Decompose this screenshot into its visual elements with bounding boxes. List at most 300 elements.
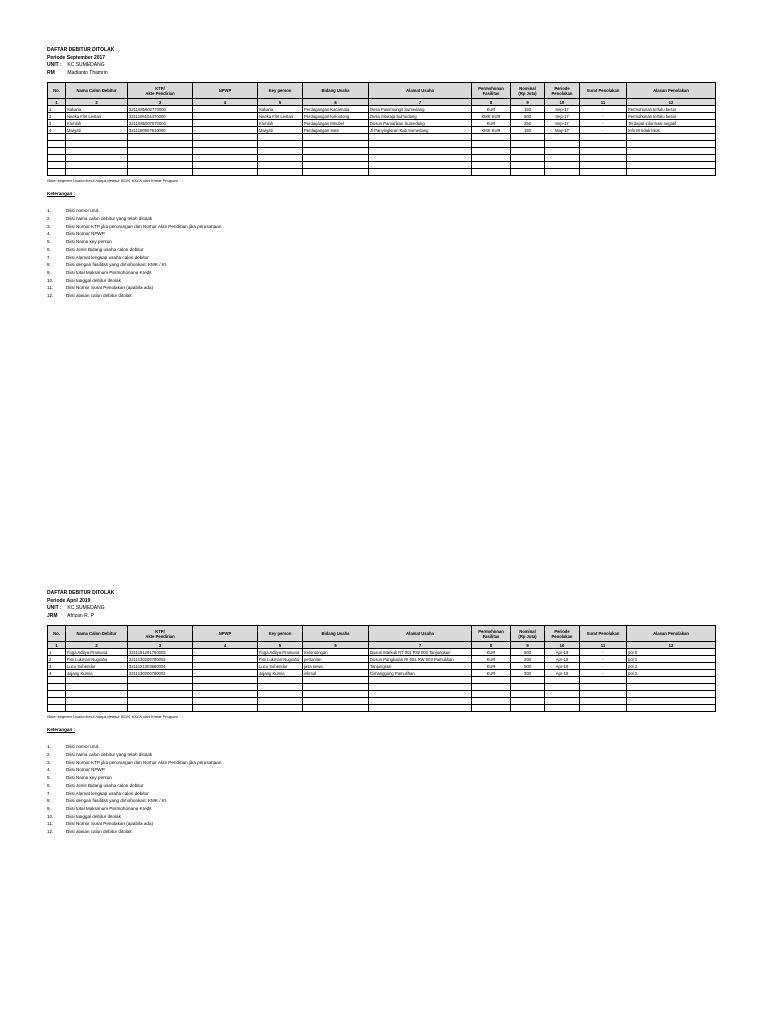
table-cell: Neeka Fitri Lestari [258, 113, 303, 120]
table-cell [472, 684, 511, 691]
table-cell [128, 691, 193, 698]
table-cell: 150 [511, 127, 545, 134]
table-cell [511, 169, 545, 176]
column-number: 10 [545, 642, 580, 649]
table-cell: Permohonan terlalu besar [627, 106, 716, 113]
keterangan-text: Diisi nama calon debitur yang telah ditolak [66, 216, 153, 222]
table-cell [303, 677, 369, 684]
keterangan-item [47, 269, 715, 277]
table-row [48, 698, 716, 705]
table-cell: 4 [48, 670, 66, 677]
table-cell: KUR [472, 656, 511, 663]
table-cell: Terdapat informasi negatif [627, 120, 716, 127]
table-cell: 3211130206780002 [128, 670, 193, 677]
table-cell: Lucu Suhendar [258, 663, 303, 670]
table-cell: Jajang Kurnia [66, 670, 128, 677]
table-row [48, 169, 716, 176]
column-number: 1 [48, 642, 66, 649]
column-header: No. [48, 626, 66, 642]
table-cell: Perdagangan Kelontong [303, 113, 369, 120]
table-cell: Permohonan terlalu besar [627, 113, 716, 120]
table-cell [258, 705, 303, 712]
keterangan-item [47, 766, 715, 774]
table-cell [48, 169, 66, 176]
table-cell [193, 169, 258, 176]
table-cell [580, 155, 627, 162]
table-cell: 2 [48, 656, 66, 663]
table-cell [369, 155, 472, 162]
keterangan-item [47, 284, 715, 292]
column-header: Alamat Usaha [369, 626, 472, 642]
table-cell [128, 169, 193, 176]
table-cell: - [580, 120, 627, 127]
table-cell: Fuga Aditya Pramana [66, 649, 128, 656]
keterangan-text: Diisi Nomor Surat Penolakan (apabila ada) [66, 821, 154, 827]
header-row [48, 83, 716, 99]
table-cell [258, 162, 303, 169]
table-cell: Perdagangan Meubel [303, 120, 369, 127]
table-cell: 3 [48, 663, 66, 670]
column-header: Periode Penolakan [545, 83, 580, 99]
table-cell [66, 141, 128, 148]
table-cell [193, 684, 258, 691]
keterangan-item [47, 261, 715, 269]
table-cell: May-17 [545, 127, 580, 134]
table-cell [193, 155, 258, 162]
table-cell [258, 684, 303, 691]
table-cell [580, 169, 627, 176]
keterangan-number: 7. [47, 790, 51, 796]
table-cell [472, 691, 511, 698]
table-cell: Apr-19 [545, 670, 580, 677]
keterangan-number: 5. [47, 239, 51, 245]
column-number: 2 [66, 99, 128, 106]
keterangan-item [47, 759, 715, 767]
table-cell [128, 698, 193, 705]
table-cell: 3 [48, 120, 66, 127]
table-cell: - [580, 663, 627, 670]
table-cell [369, 134, 472, 141]
table-cell: - [193, 127, 258, 134]
table-cell [580, 684, 627, 691]
keterangan-title: Keterangan : [47, 727, 76, 733]
table-cell [128, 141, 193, 148]
table-row [48, 162, 716, 169]
table-cell: Fuga Aditya Pramana [258, 649, 303, 656]
unit-value: KC SUMEDANG [67, 605, 105, 612]
column-number: 5 [258, 642, 303, 649]
table-cell [48, 705, 66, 712]
table-cell: Dusun Markuk RT 001 RW 002 Tanjungsari [369, 649, 472, 656]
table-cell [128, 684, 193, 691]
table-cell: Maryati [258, 127, 303, 134]
table-cell: Perdagangan Sate [303, 127, 369, 134]
table-cell: Kelontongan [303, 649, 369, 656]
rm-line [47, 70, 715, 78]
table-cell [258, 691, 303, 698]
keterangan-text: Diisi Nama key person [66, 775, 112, 781]
keterangan-list [47, 743, 715, 835]
table-cell [472, 705, 511, 712]
table-cell [627, 691, 716, 698]
column-number: 11 [580, 642, 627, 649]
keterangan-number: 10. [47, 813, 54, 819]
table-cell: Komlah [258, 120, 303, 127]
table-cell: - [193, 656, 258, 663]
column-header: Key person [258, 83, 303, 99]
column-header: Periode Penolakan [545, 626, 580, 642]
table-cell: Neeka Fitri Lestari [66, 113, 128, 120]
table-cell [369, 148, 472, 155]
keterangan-text: Diisi nomor urut. [66, 208, 100, 214]
table-cell [627, 705, 716, 712]
table-cell [258, 155, 303, 162]
table-cell [303, 705, 369, 712]
table-cell: Jajang Kurnia [258, 670, 303, 677]
table-cell [580, 677, 627, 684]
keterangan-title: Keterangan : [47, 191, 76, 197]
table-row [48, 663, 716, 670]
table-row [48, 141, 716, 148]
column-header: Bidang Usaha [303, 83, 369, 99]
table-cell [48, 148, 66, 155]
table-cell: - [580, 649, 627, 656]
table-cell [303, 141, 369, 148]
column-number: 4 [193, 642, 258, 649]
table-cell: Maryati [66, 127, 128, 134]
table-cell [545, 705, 580, 712]
table-cell [66, 691, 128, 698]
table-cell [545, 698, 580, 705]
keterangan-text: Diisi Nama key person [66, 239, 112, 245]
table-cell [48, 134, 66, 141]
table-cell: jasa sewa [303, 663, 369, 670]
table-cell: Sep-17 [545, 106, 580, 113]
table-cell: - [580, 113, 627, 120]
table-cell [545, 691, 580, 698]
table-cell: Desa Situraja Sumedang [369, 113, 472, 120]
table-cell [66, 155, 128, 162]
keterangan-number: 12. [47, 293, 54, 299]
keterangan-number: 10. [47, 277, 54, 283]
rm-line [47, 613, 715, 621]
table-row [48, 691, 716, 698]
column-number: 10 [545, 99, 580, 106]
table-cell: Tanjungsari [369, 663, 472, 670]
keterangan-item [47, 230, 715, 238]
unit-line [47, 605, 715, 613]
column-header: Nominal (Rp Juta) [511, 83, 545, 99]
table-cell [303, 169, 369, 176]
table-cell: inkmal [303, 670, 369, 677]
table-cell [369, 169, 472, 176]
table-cell: Dusun Pangkalan RI 002 RW 003 Pamulihan [369, 656, 472, 663]
table-cell [627, 155, 716, 162]
table-cell [48, 162, 66, 169]
column-number: 4 [193, 99, 258, 106]
column-number: 9 [511, 642, 545, 649]
table-cell: KUR [472, 120, 511, 127]
table-cell: - [193, 120, 258, 127]
table-cell [303, 162, 369, 169]
keterangan-text: Diisi Nomor KTP jika perorangan dan Nomor Akte Pendirian jika perusahaan [66, 759, 222, 765]
table-cell [627, 698, 716, 705]
keterangan-number: 9. [47, 270, 51, 275]
column-header: NPWP [193, 626, 258, 642]
table-cell: pol 5 [627, 649, 716, 656]
table-cell [580, 698, 627, 705]
table-cell [511, 705, 545, 712]
table-cell [48, 691, 66, 698]
table-cell [66, 134, 128, 141]
table-row [48, 120, 716, 127]
table-cell: pol 2 [627, 656, 716, 663]
column-number: 3 [128, 99, 193, 106]
keterangan-number: 7. [47, 254, 51, 260]
table-cell [511, 684, 545, 691]
table-cell [627, 134, 716, 141]
table-cell [472, 134, 511, 141]
column-header: Key person [258, 626, 303, 642]
table-cell: Apr-19 [545, 663, 580, 670]
keterangan-text: Diisi dengan fasilitas yang dimohonkan: KMK / KI [66, 798, 167, 804]
keterangan-text: Diisi Nomor NPWP [66, 231, 105, 237]
unit-line [47, 62, 715, 70]
column-header: Nominal (Rp Juta) [511, 626, 545, 642]
keterangan-number: 4. [47, 231, 51, 237]
table-cell [545, 148, 580, 155]
column-number: 7 [369, 99, 472, 106]
table-cell [511, 148, 545, 155]
unit-label: UNIT : [47, 62, 62, 69]
table-cell [48, 684, 66, 691]
rm-label: JRM [47, 612, 58, 619]
table-cell: 250 [511, 120, 545, 127]
keterangan-item [47, 246, 715, 254]
table-cell: 200 [511, 656, 545, 663]
keterangan-item [47, 223, 715, 231]
table-cell [258, 698, 303, 705]
table-cell [193, 162, 258, 169]
table-cell: Apr-19 [545, 656, 580, 663]
table-cell [128, 677, 193, 684]
table-cell [369, 162, 472, 169]
table-cell [303, 134, 369, 141]
table-cell [193, 691, 258, 698]
table-cell: 3211130206780002 [128, 656, 193, 663]
keterangan-text: Diisi Nomor NPWP [66, 767, 105, 773]
table-cell: 300 [511, 670, 545, 677]
table-cell: pol 2 [627, 663, 716, 670]
table-cell [369, 141, 472, 148]
keterangan-text: Diisi total Maksimum Permohonana Kredit [66, 270, 152, 275]
keterangan-item [47, 292, 715, 300]
table-cell [545, 162, 580, 169]
table-cell: 500 [511, 113, 545, 120]
table-cell [545, 677, 580, 684]
keterangan-text: Diisi total Maksimum Permohonana Kredit [66, 806, 152, 811]
table-cell: - [580, 670, 627, 677]
table-cell: 150 [511, 106, 545, 113]
column-number: 5 [258, 99, 303, 106]
keterangan-text: Diisi alasan calon debitur ditolak [66, 293, 132, 299]
table-cell: - [580, 127, 627, 134]
column-header: Surat Penolakan [580, 83, 627, 99]
table-cell: 3211121303880004 [128, 663, 193, 670]
unit-label: UNIT : [47, 605, 62, 612]
table-note: Note: segmen Usaha Kecil hanya debitur BCM, KKLK dan Kredit Program [47, 178, 178, 184]
table-cell [66, 705, 128, 712]
table-cell: KUR [472, 670, 511, 677]
table-cell: 500 [511, 649, 545, 656]
table-cell [472, 141, 511, 148]
table-cell [511, 141, 545, 148]
keterangan-number: 1. [47, 208, 51, 214]
table-cell: Desa Pasirmungit Sumedang [369, 106, 472, 113]
table-cell [128, 148, 193, 155]
table-cell [580, 705, 627, 712]
table-row [48, 670, 716, 677]
table-cell: - [193, 670, 258, 677]
keterangan-item [47, 207, 715, 215]
table-cell [128, 162, 193, 169]
table-cell: 4 [48, 127, 66, 134]
table-cell [128, 705, 193, 712]
table-cell [303, 155, 369, 162]
column-header: Bidang Usaha [303, 626, 369, 642]
table-cell [66, 684, 128, 691]
column-number: 2 [66, 642, 128, 649]
table-cell: Komlah [66, 120, 128, 127]
column-number: 12 [627, 99, 716, 106]
table-row [48, 148, 716, 155]
table-cell: 3211085007670000 [128, 120, 193, 127]
table-cell: KUR [472, 649, 511, 656]
table-cell: Fitri Lukman Nugraha [66, 656, 128, 663]
table-cell: 3211180507610000 [128, 127, 193, 134]
table-cell [258, 169, 303, 176]
column-header: Permohonan Fasilitas [472, 626, 511, 642]
table-cell [258, 141, 303, 148]
column-number-row [48, 642, 716, 649]
table-cell: 3211195104470000 [128, 113, 193, 120]
table-cell: KUR [472, 663, 511, 670]
column-header: Nama Calon Debitur [66, 83, 128, 99]
table-cell [66, 698, 128, 705]
table-cell [48, 155, 66, 162]
table-row [48, 127, 716, 134]
table-cell: Sakaria [66, 106, 128, 113]
keterangan-number: 2. [47, 216, 51, 222]
table-cell [545, 155, 580, 162]
keterangan-number: 3. [47, 223, 51, 229]
keterangan-number: 6. [47, 782, 51, 788]
table-cell [511, 698, 545, 705]
keterangan-number: 2. [47, 752, 51, 758]
keterangan-text: Diisi tanggal debitur ditolak [66, 813, 121, 819]
table-cell [472, 162, 511, 169]
table-cell [472, 169, 511, 176]
keterangan-number: 12. [47, 829, 54, 835]
table-cell [258, 677, 303, 684]
table-cell [193, 141, 258, 148]
table-cell [66, 677, 128, 684]
keterangan-item [47, 782, 715, 790]
table-cell [193, 677, 258, 684]
keterangan-item [47, 797, 715, 805]
table-cell: 1 [48, 106, 66, 113]
table-cell [303, 691, 369, 698]
table-cell: Perdagangan Kacamata [303, 106, 369, 113]
keterangan-text: Diisi dengan fasilitas yang dimohonkan: KMK / KI [66, 262, 167, 268]
keterangan-number: 11. [47, 821, 54, 827]
table-cell [193, 148, 258, 155]
column-number: 11 [580, 99, 627, 106]
column-number: 9 [511, 99, 545, 106]
report-period: Periode April 2019 [47, 597, 91, 604]
column-header: No. [48, 83, 66, 99]
rm-value: Madianto Thamrin [67, 69, 108, 76]
keterangan-text: Diisi Jenis Bidang usaha calon debitur [66, 246, 144, 252]
table-cell [66, 169, 128, 176]
column-number: 12 [627, 642, 716, 649]
rm-value: Afrizan R. P [67, 612, 94, 619]
table-cell [48, 141, 66, 148]
column-header: NPWP [193, 83, 258, 99]
unit-value: KC SUMEDANG [67, 62, 105, 69]
keterangan-text: Diisi Alamat lengkap usaha calon debitur [66, 790, 149, 796]
table-row [48, 113, 716, 120]
table-cell [627, 169, 716, 176]
table-cell: Apr-19 [545, 649, 580, 656]
keterangan-number: 6. [47, 246, 51, 252]
table-row [48, 677, 716, 684]
table-cell [627, 677, 716, 684]
table-cell: Cimanggung Pamulihan [369, 670, 472, 677]
table-cell [511, 677, 545, 684]
keterangan-number: 9. [47, 806, 51, 811]
keterangan-item [47, 743, 715, 751]
table-cell: 500 [511, 663, 545, 670]
table-cell: KMK KUR [472, 113, 511, 120]
column-header: KTP/ Akte Pendirian [128, 83, 193, 99]
column-number: 8 [472, 642, 511, 649]
table-cell: pertanian [303, 656, 369, 663]
keterangan-item [47, 277, 715, 285]
table-cell: - [193, 106, 258, 113]
keterangan-text: Diisi nama calon debitur yang telah ditolak [66, 752, 153, 758]
table-cell [193, 134, 258, 141]
table-cell: Lucu Suhendar [66, 663, 128, 670]
table-cell [128, 134, 193, 141]
table-cell: KUR [472, 106, 511, 113]
table-cell: 3211191201760003 [128, 649, 193, 656]
table-cell [128, 155, 193, 162]
column-header: Alasan Penolakan [627, 83, 716, 99]
keterangan-text: Diisi Nomor KTP jika perorangan dan Nomor Akte Pendirian jika perusahaan [66, 223, 222, 229]
report-title: DAFTAR DEBITUR DITOLAK [47, 590, 115, 596]
table-cell [627, 684, 716, 691]
column-number: 8 [472, 99, 511, 106]
table-cell [472, 155, 511, 162]
keterangan-item [47, 774, 715, 782]
column-header: Alamat Usaha [369, 83, 472, 99]
table-cell [303, 684, 369, 691]
report-september-2017 [47, 47, 715, 300]
keterangan-number: 1. [47, 744, 51, 750]
table-cell [511, 155, 545, 162]
table-cell: pol 2 [627, 670, 716, 677]
